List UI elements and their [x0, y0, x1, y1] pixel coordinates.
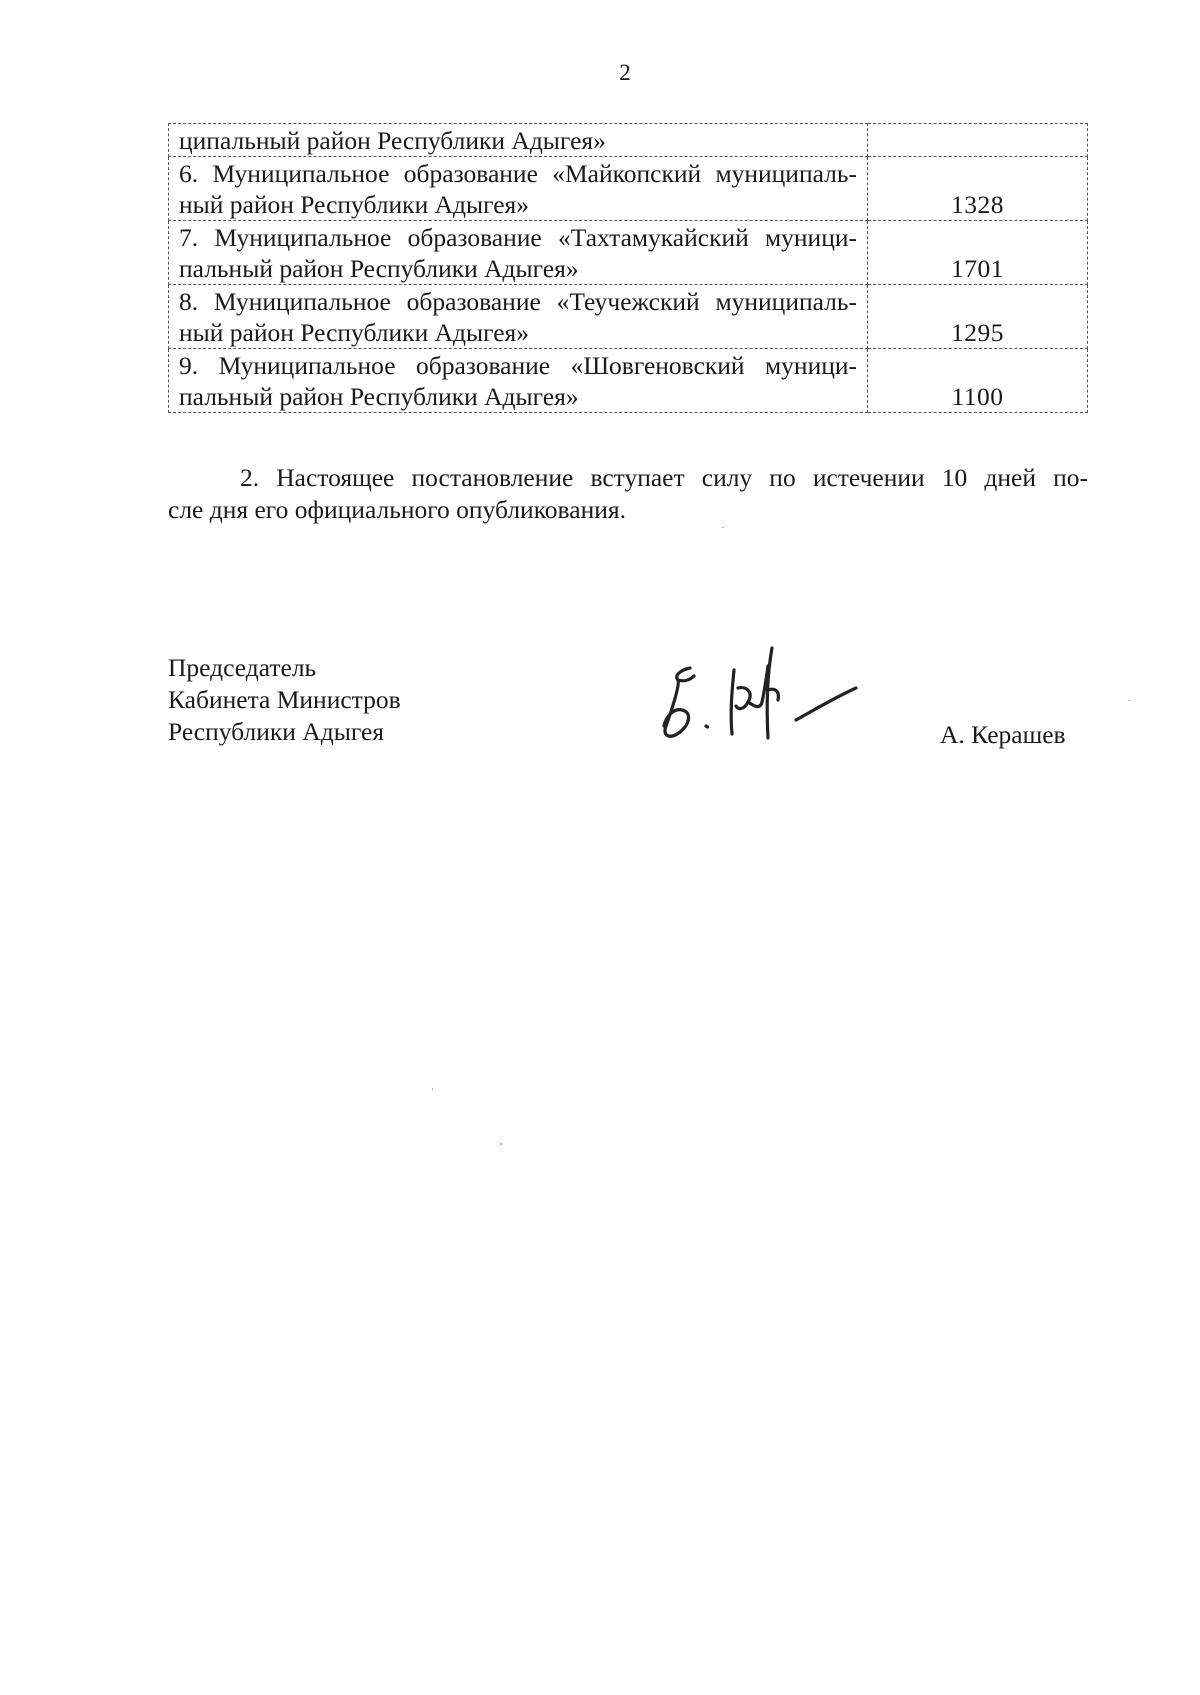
- table-cell-name: [169, 285, 868, 349]
- row-name-line1: 8. Муниципальное образование «Теучежский муниципаль-: [179, 287, 857, 316]
- table-cell-value: 1295: [868, 285, 1088, 349]
- row-name-line2: пальный район Республики Адыгея»: [179, 254, 579, 283]
- row-name-line2: ный район Республики Адыгея»: [179, 190, 530, 219]
- table-row: [169, 124, 1088, 157]
- scan-speck: [432, 1088, 433, 1090]
- table-cell-name: [169, 124, 868, 157]
- scan-speck: [500, 1143, 502, 1145]
- row-name-line1: 9. Муниципальное образование «Шовгеновский муници-: [179, 351, 857, 380]
- signatory-title-line1: Председатель: [168, 653, 317, 682]
- page-number: 2: [619, 60, 631, 85]
- row-name-continuation: ципальный район Республики Адыгея»: [179, 126, 606, 155]
- table-cell-name: [169, 221, 868, 285]
- signatory-title: [168, 652, 401, 748]
- scan-speck: [1128, 700, 1130, 701]
- paragraph-line2: сле дня его официального опубликования.: [168, 495, 626, 524]
- table-row: [169, 285, 1088, 349]
- table-cell-name: [169, 349, 868, 413]
- row-name-line2: пальный район Республики Адыгея»: [179, 382, 579, 411]
- scan-speck: [722, 527, 724, 528]
- effective-date-paragraph: [168, 462, 1088, 526]
- row-name-line2: ный район Республики Адыгея»: [179, 318, 530, 347]
- signatory-title-line3: Республики Адыгея: [168, 717, 384, 746]
- table-cell-value: 1328: [868, 157, 1088, 221]
- row-name-line1: 7. Муниципальное образование «Тахтамукайский муници-: [179, 223, 857, 252]
- row-name-line1: 6. Муниципальное образование «Майкопский муниципаль-: [179, 159, 857, 188]
- handwritten-signature: [650, 640, 870, 750]
- table-cell-value: 1701: [868, 221, 1088, 285]
- table-cell-value: [868, 124, 1088, 157]
- paragraph-line1: 2. Настоящее постановление вступает силу по истечении 10 дней по-: [240, 463, 1088, 492]
- table-cell-name: [169, 157, 868, 221]
- signer-name: А. Керашев: [940, 720, 1066, 749]
- signatory-title-line2: Кабинета Министров: [168, 685, 401, 714]
- table-row: [169, 157, 1088, 221]
- table-row: [169, 221, 1088, 285]
- table-cell-value: 1100: [868, 349, 1088, 413]
- table-row: [169, 349, 1088, 413]
- municipality-table: [168, 123, 1088, 413]
